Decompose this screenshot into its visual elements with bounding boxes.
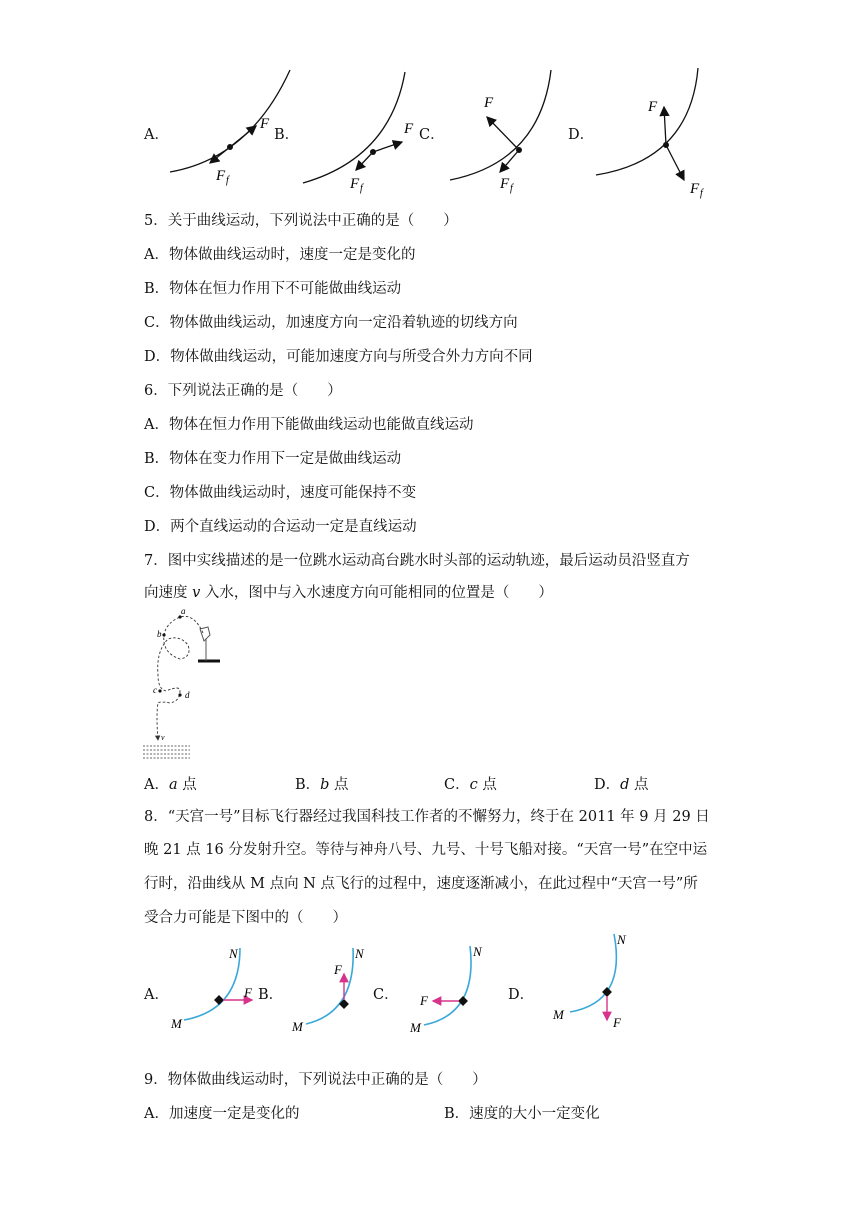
q5-option-d: D．物体做曲线运动，可能加速度方向与所受合外力方向不同 [144, 349, 533, 365]
q4d-force-label: F [648, 99, 658, 115]
q9-option-a: A．加速度一定是变化的 [144, 1106, 300, 1122]
q4b-friction-sub: f [360, 183, 363, 194]
q8-figure-d [552, 932, 627, 1030]
q7-velocity-var: v [192, 585, 201, 601]
q8c-n-label: N [473, 944, 482, 959]
q8-line1: 8．“天宫一号”目标飞行器经过我国科技工作者的不懈努力，终于在 2011 年 9 月 29 日 [144, 809, 710, 825]
q9-stem: 9．物体做曲线运动时，下列说法中正确的是（ ） [144, 1072, 487, 1088]
q4-option-d-label: D． [568, 127, 595, 143]
q7-stem-line2 [144, 581, 553, 602]
q4d-friction-sub: f [700, 188, 703, 199]
q6-option-c: C．物体做曲线运动时，速度可能保持不变 [144, 485, 417, 501]
q8d-n-label: N [617, 932, 626, 947]
q4-figure-a [170, 70, 290, 186]
q4b-friction-label: F [350, 176, 360, 192]
q4c-force-label: F [484, 95, 494, 111]
q8-option-d-label: D． [508, 987, 535, 1003]
q4b-force-label: F [404, 121, 414, 137]
q4-figure-b [303, 72, 414, 194]
q4a-friction-sub: f [226, 175, 229, 186]
q9-option-b: B．速度的大小一定变化 [444, 1106, 600, 1122]
q7-option-d: D．d 点 [594, 777, 649, 793]
q8-line2: 晚 21 点 16 分发射升空。等待与神舟八号、九号、十号飞船对接。“天宫一号”在空中运 [144, 842, 708, 858]
q7-option-c: C．c 点 [444, 777, 497, 793]
q4c-friction-sub: f [510, 183, 513, 194]
q8d-f-label: F [613, 1015, 621, 1030]
q4-figure-c [450, 70, 551, 194]
q8b-f-label: F [334, 962, 342, 977]
q8a-n-label: N [229, 946, 238, 961]
q4-option-c-label: C． [419, 127, 445, 143]
q6-option-a: A．物体在恒力作用下能做曲线运动也能做直线运动 [144, 417, 474, 433]
q7-stem-text-end: 入水，图中与入水速度方向可能相同的位置是（ ） [200, 585, 553, 601]
q8-line3: 行时，沿曲线从 M 点向 N 点飞行的过程中，速度逐渐减小，在此过程中“天宫一号”所 [144, 876, 698, 892]
q6-option-b: B．物体在变力作用下一定是做曲线运动 [144, 451, 402, 467]
q8-line4: 受合力可能是下图中的（ ） [144, 910, 347, 926]
q6-stem: 6．下列说法正确的是（ ） [144, 383, 342, 399]
q4-option-a-label: A． [144, 127, 169, 143]
q7-option-b: B．b 点 [295, 777, 349, 793]
q7-diving-figure [140, 605, 240, 765]
q4c-friction-label: F [500, 176, 510, 192]
q7-point-d-label: d [185, 690, 190, 700]
q8-figure-b [291, 946, 365, 1034]
q8-option-c-label: C． [373, 987, 399, 1003]
q5-option-c: C．物体做曲线运动，加速度方向一定沿着轨迹的切线方向 [144, 315, 518, 331]
q8-option-a-label: A． [144, 987, 169, 1003]
q8c-m-label: M [410, 1020, 421, 1035]
q7-point-a-label: a [181, 606, 186, 616]
q8-diagrams [0, 930, 860, 1050]
q5-stem: 5．关于曲线运动，下列说法中正确的是（ ） [144, 213, 458, 229]
q8-option-b-label: B． [258, 987, 284, 1003]
q4-diagrams [0, 0, 860, 200]
q4-figure-d [596, 68, 704, 199]
q4-option-b-label: B． [274, 127, 300, 143]
q8b-m-label: M [292, 1019, 303, 1034]
q7-stem-line1: 7．图中实线描述的是一位跳水运动高台跳水时头部的运动轨迹，最后运动员沿竖直方 [144, 553, 690, 569]
q8d-m-label: M [553, 1007, 564, 1022]
q8b-n-label: N [355, 946, 364, 961]
q8a-f-label: F [244, 985, 252, 1000]
q7-point-c-label: c [153, 685, 157, 695]
q8-figure-a [170, 946, 253, 1031]
q4d-friction-label: F [690, 181, 700, 197]
q4a-force-label: F [260, 116, 270, 132]
q7-stem-text: 向速度 [144, 585, 193, 601]
q5-option-a: A．物体做曲线运动时，速度一定是变化的 [144, 247, 416, 263]
q8-figure-c [409, 944, 483, 1035]
q7-velocity-label: v [161, 733, 165, 742]
q5-option-b: B．物体在恒力作用下不可能做曲线运动 [144, 281, 402, 297]
q6-option-d: D．两个直线运动的合运动一定是直线运动 [144, 519, 417, 535]
q8a-m-label: M [171, 1016, 182, 1031]
q4a-friction-label: F [216, 168, 226, 184]
q8c-f-label: F [420, 993, 428, 1008]
q7-point-b-label: b [157, 629, 162, 639]
q7-option-a: A．a 点 [144, 777, 197, 793]
